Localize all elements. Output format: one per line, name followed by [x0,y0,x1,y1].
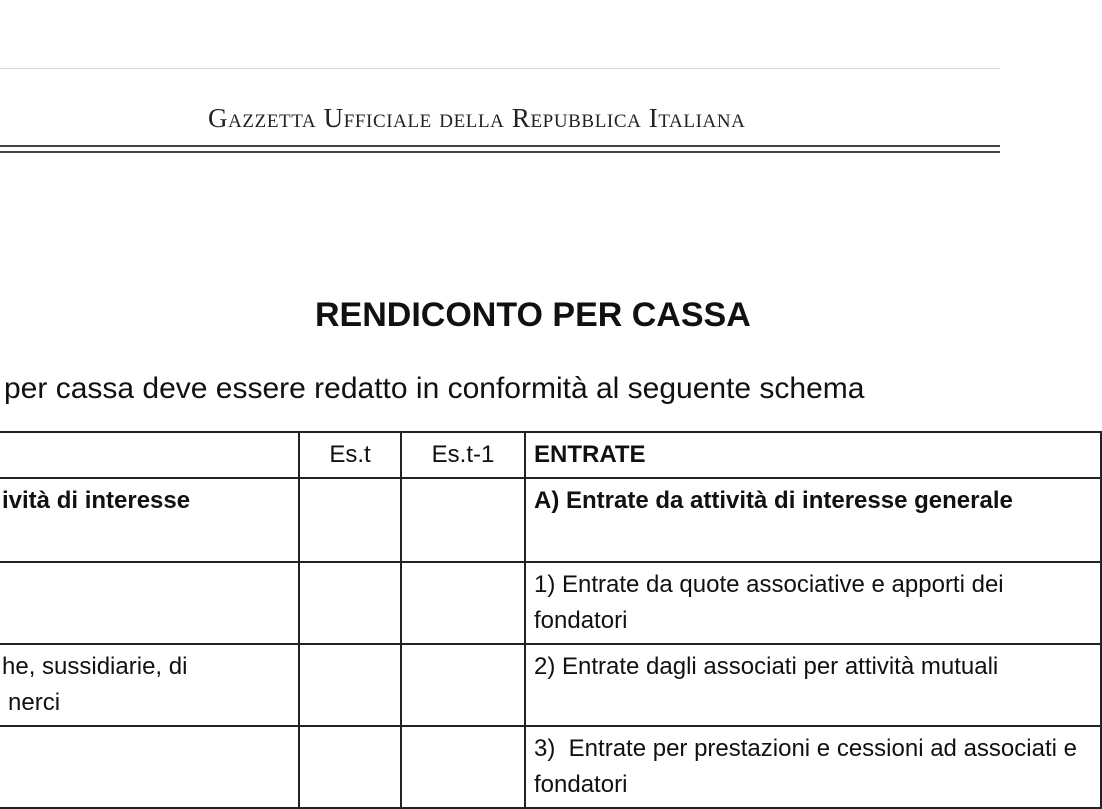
cell-uscite: ività di interesse [0,478,299,562]
cell-es-t [299,478,401,562]
page-top-border [0,68,1000,69]
rendiconto-table [0,431,1102,809]
page-top-margin [0,0,1000,68]
cell-entrate: 2) Entrate dagli associati per attività mutuali [525,644,1101,726]
cell-entrate: 1) Entrate da quote associative e apporti dei fondatori [525,562,1101,644]
running-head: Gazzetta Ufficiale della Repubblica Italiana [208,103,746,133]
cell-es-t1 [401,644,525,726]
cell-entrate: 3) Entrate per prestazioni e cessioni ad associati e fondatori [525,726,1101,808]
table-row [0,478,1101,562]
table-header-row [0,432,1101,478]
cell-es-t1 [401,478,525,562]
cell-es-t [299,562,401,644]
cell-uscite: he, sussidiarie, di nerci [0,644,299,726]
header-es-t1: Es.t-1 [401,432,525,478]
intro-text: per cassa deve essere redatto in conformità al seguente schema [4,372,865,405]
cell-es-t1 [401,726,525,808]
cell-es-t [299,644,401,726]
header-double-rule [0,145,1000,153]
table-row [0,562,1101,644]
table-row [0,644,1101,726]
header-uscite [0,432,299,478]
cell-es-t1 [401,562,525,644]
cell-uscite [0,726,299,808]
cell-uscite [0,562,299,644]
table-row [0,726,1101,808]
header-entrate: ENTRATE [525,432,1101,478]
cell-entrate: A) Entrate da attività di interesse generale [525,478,1101,562]
document-title: RENDICONTO PER CASSA [315,296,751,334]
cell-es-t [299,726,401,808]
header-es-t: Es.t [299,432,401,478]
